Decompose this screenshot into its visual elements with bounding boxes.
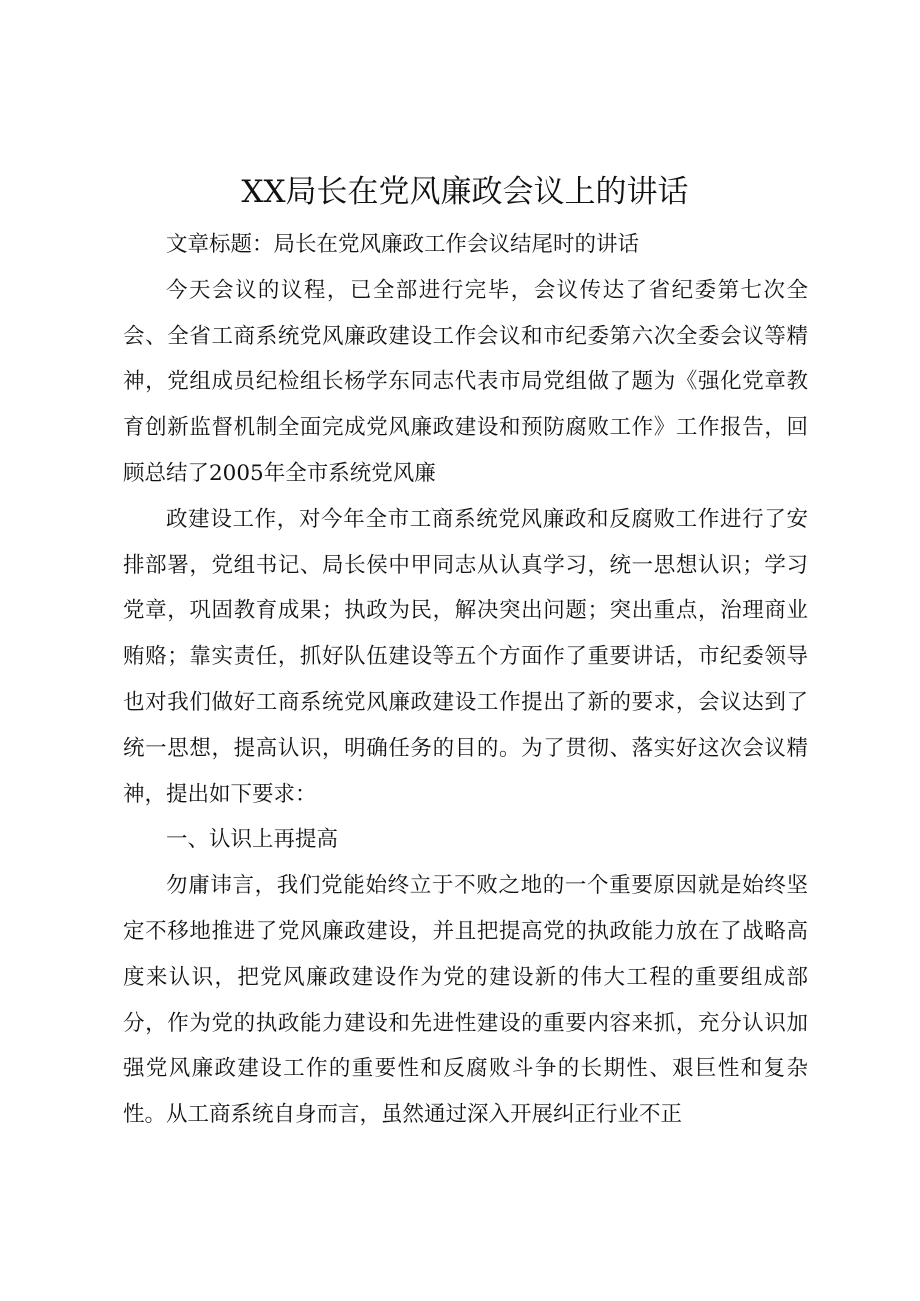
paragraph-2: 政建设工作，对今年全市工商系统党风廉政和反腐败工作进行了安排部署，党组书记、局长侯中甲同志从认真学习，统一思想认识；学习党章，巩固教育成果；执政为民，解决突出问题；突出重点，治理商业贿赂；靠实责任，抓好队伍建设等五个方面作了重要讲话，市纪委领导也对我们做好工商系统党风廉政建设工作提出了新的要求，会议达到了统一思想，提高认识，明确任务的目的。为了贯彻、落实好这次会议精神，提出如下要求：	[123, 506, 808, 807]
document-body	[123, 222, 808, 1138]
section-paragraph: 勿庸讳言，我们党能始终立于不败之地的一个重要原因就是始终坚定不移地推进了党风廉政建设，并且把提高党的执政能力放在了战略高度来认识，把党风廉政建设作为党的建设新的伟大工程的重要组成部分，作为党的执政能力建设和先进性建设的重要内容来抓，充分认识加强党风廉政建设工作的重要性和反腐败斗争的长期性、艰巨性和复杂性。从工商系统自身而言，虽然通过深入开展纠正行业不正	[123, 873, 808, 1128]
section-heading: 一、认识上再提高	[166, 827, 339, 853]
document-title: XX局长在党风廉政会议上的讲话	[241, 174, 689, 210]
article-title-line: 文章标题：局长在党风廉政工作会议结尾时的讲话	[166, 232, 640, 257]
paragraph-1: 今天会议的议程，已全部进行完毕，会议传达了省纪委第七次全会、全省工商系统党风廉政建设工作会议和市纪委第六次全委会议等精神，党组成员纪检组长杨学东同志代表市局党组做了题为《强化党章教育创新监督机制全面完成党风廉政建设和预防腐败工作》工作报告，回顾总结了2005年全市系统党风廉	[123, 277, 808, 486]
